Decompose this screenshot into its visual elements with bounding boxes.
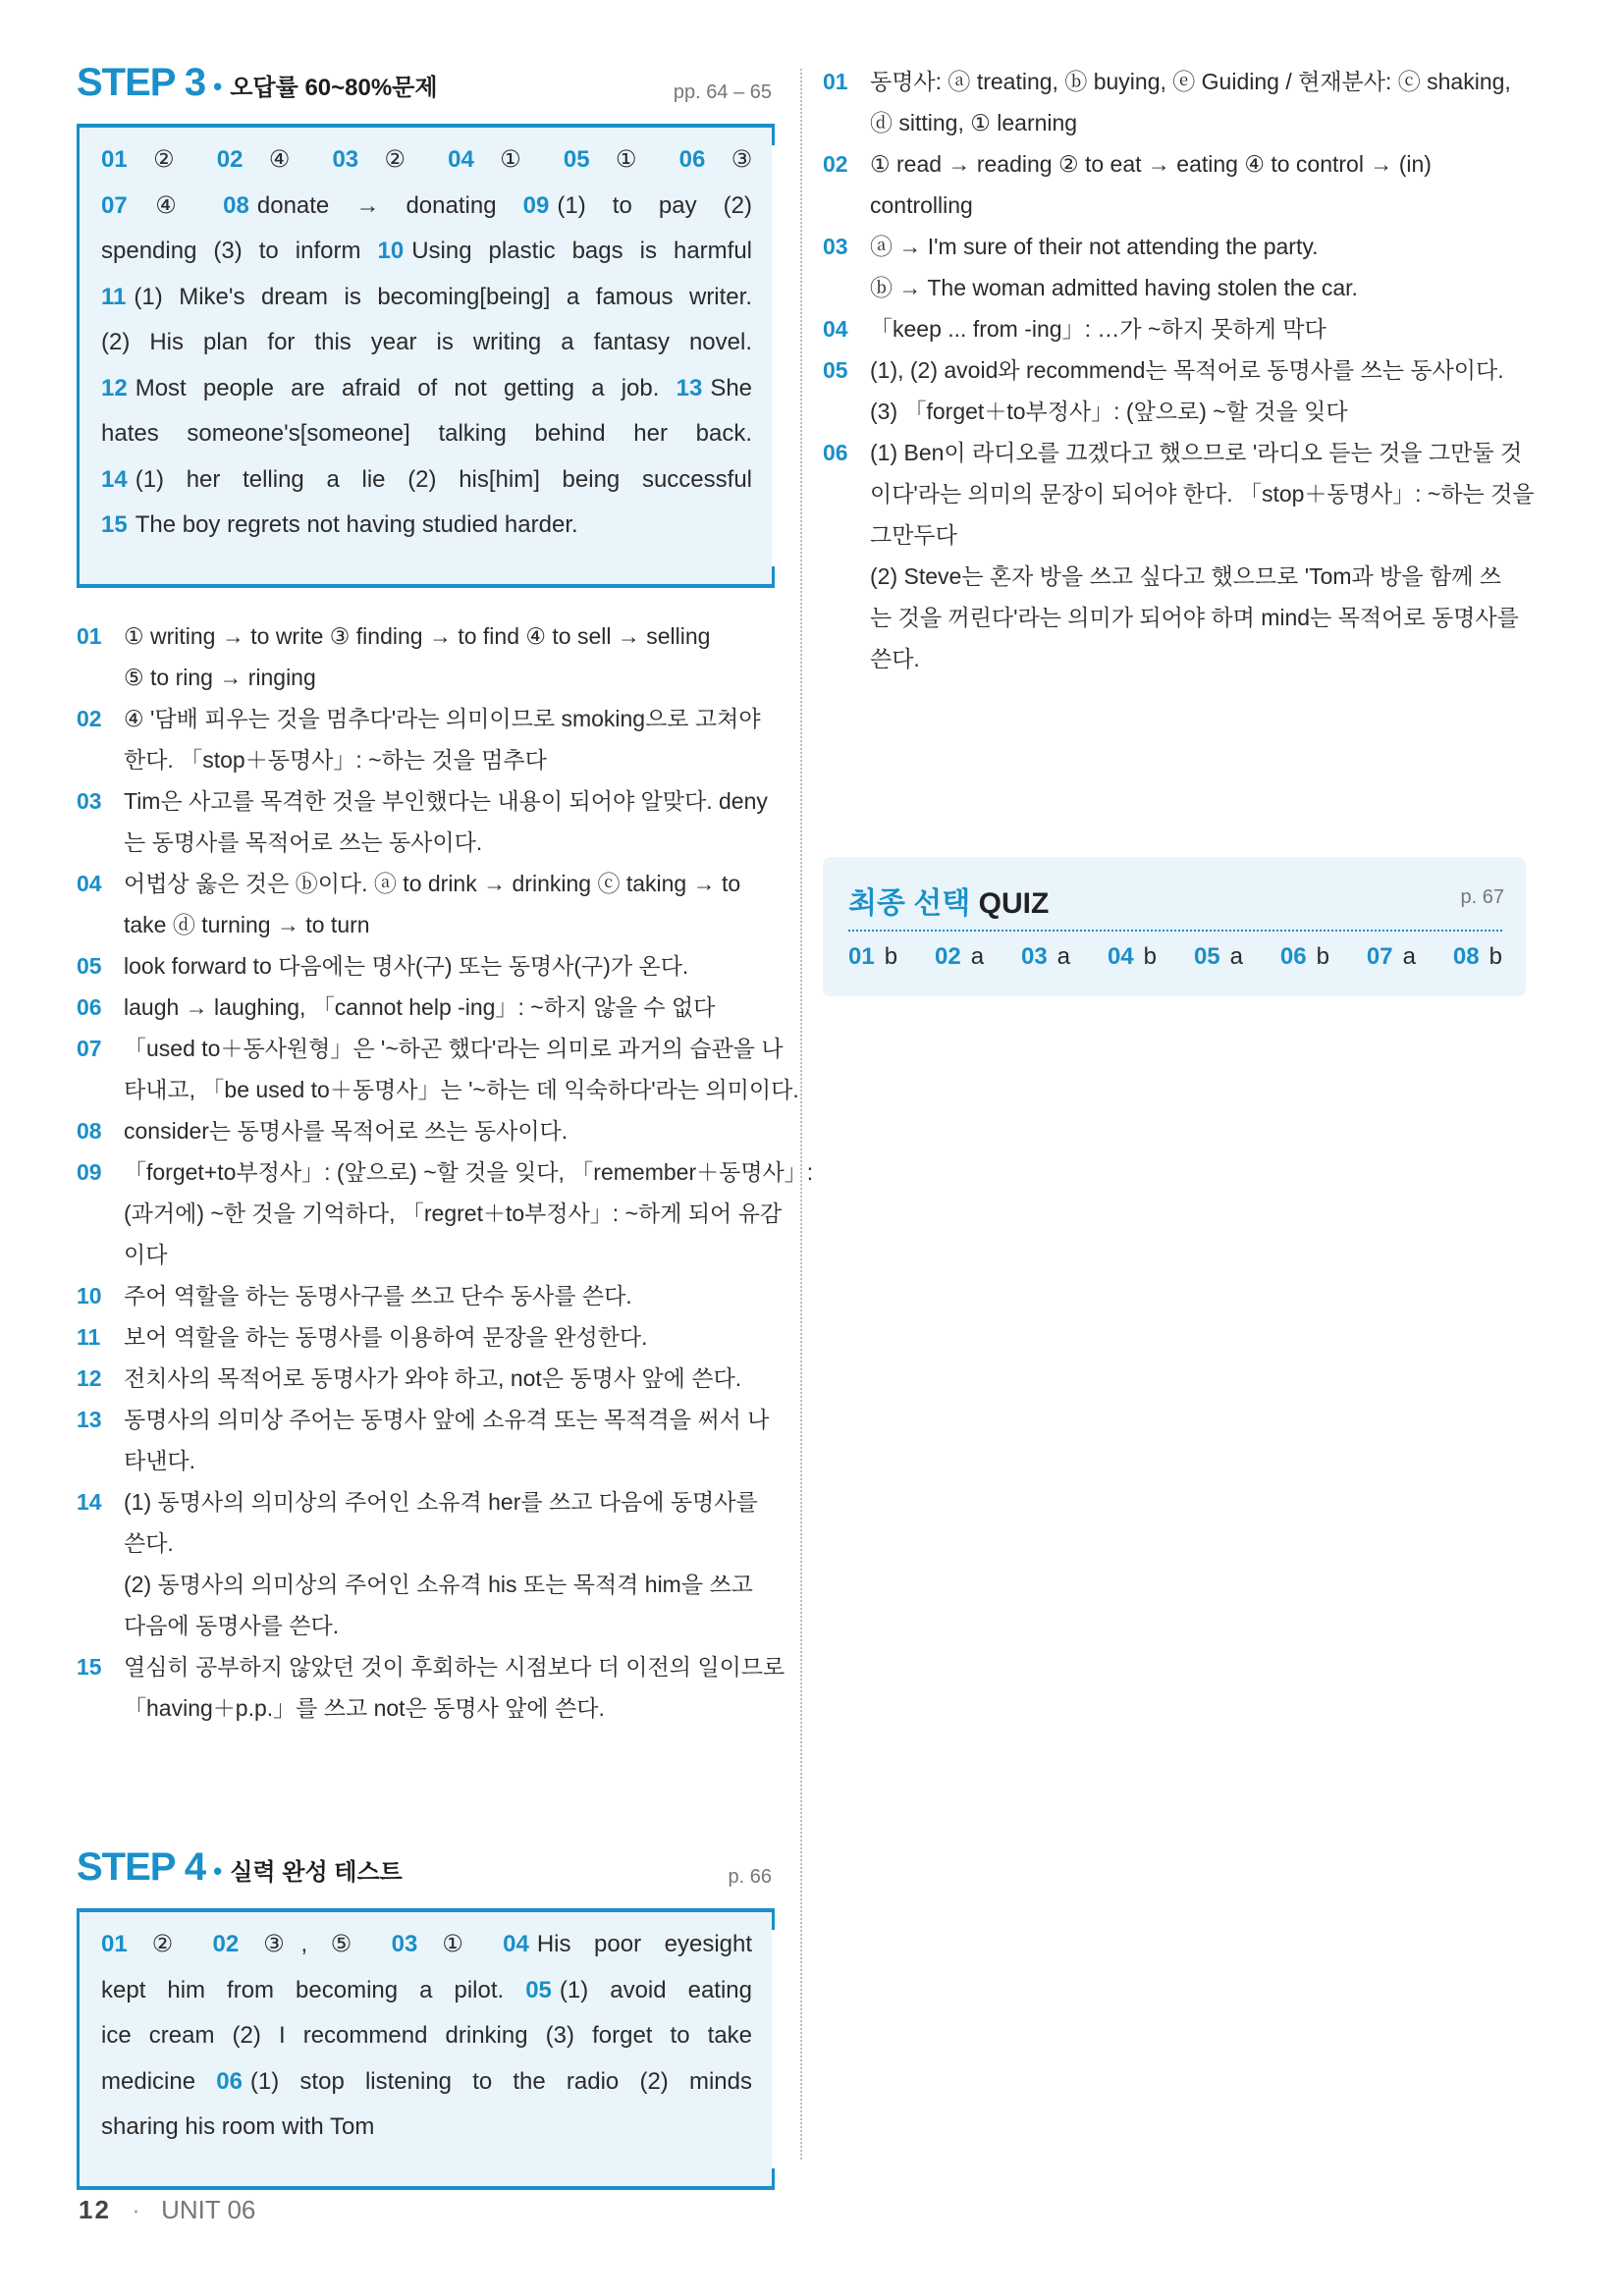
answer-item [101, 1931, 189, 1957]
answer-item [101, 284, 752, 310]
explanation-line: 「keep ... from -ing」: …가 ~하지 못하게 막다 [870, 316, 1326, 342]
explanation-number: 06 [77, 993, 102, 1020]
step4-explanations-column [823, 61, 1535, 679]
explanation-line: controlling [870, 192, 973, 218]
explanation-text [124, 987, 772, 1028]
explanation-line: 「having＋p.p.」를 쓰고 not은 동명사 앞에 쓴다. [124, 1694, 605, 1721]
explanation-text [870, 226, 1530, 308]
page-footer [79, 2195, 255, 2225]
answer-line [101, 366, 752, 412]
step4-subtitle: 실력 완성 테스트 [230, 1859, 403, 1886]
quiz-answer-number: 05 [1193, 943, 1220, 970]
explanation-item [823, 61, 1530, 143]
answer-text: spending (3) to inform [101, 238, 361, 264]
answer-text: (1) avoid eating [559, 1976, 752, 2003]
answer-text: (1) to pay (2) [557, 191, 753, 219]
explanation-number: 15 [77, 1653, 102, 1680]
explanation-number: 07 [77, 1035, 102, 1061]
answer-text: (2) his[him] being successful [407, 465, 752, 493]
answer-item [407, 466, 752, 493]
explanation-text [870, 349, 1530, 432]
answer-line [101, 2059, 752, 2106]
answer-number: 06 [678, 146, 706, 173]
explanation-item [77, 615, 772, 698]
answer-text: kept him from becoming a pilot. [101, 1976, 505, 2003]
answer-item [216, 2068, 619, 2095]
answer-number: 05 [525, 1976, 552, 2003]
explanation-item [77, 698, 772, 780]
quiz-pages: p. 67 [1460, 886, 1504, 908]
answer-text: ① [597, 146, 655, 173]
answer-text: ③ [713, 146, 753, 173]
explanation-number: 10 [77, 1282, 102, 1308]
answer-text: (1) her telling a lie [135, 465, 386, 493]
answer-text: She [710, 374, 753, 401]
quiz-answer-value: b [884, 943, 898, 970]
answer-item [101, 329, 752, 355]
answer-text: sharing his room with Tom [101, 2113, 375, 2140]
quiz-answer [935, 943, 984, 971]
explanation-item [77, 1481, 772, 1646]
answer-text: (1) Mike's dream is becoming[being] a famous writer. [134, 283, 752, 310]
quiz-answer-value: a [970, 943, 985, 970]
answer-item [101, 238, 360, 264]
explanation-line: 이다 [124, 1241, 168, 1267]
explanation-text [124, 945, 772, 987]
answer-line [101, 1968, 752, 2014]
explanation-number: 05 [77, 952, 102, 979]
explanation-text [870, 432, 1535, 679]
answer-number: 11 [101, 283, 127, 310]
quiz-answer-value: b [1143, 943, 1158, 970]
answer-line [101, 275, 752, 321]
answer-number: 03 [332, 146, 359, 173]
explanation-number: 03 [77, 787, 102, 814]
answer-line [101, 229, 752, 275]
answer-text: (2) minds [639, 2067, 752, 2095]
answer-item [101, 2113, 374, 2140]
quiz-answer-number: 03 [1020, 943, 1048, 970]
answer-number: 08 [223, 191, 249, 219]
explanation-line: (1) Ben이 라디오를 끄겠다고 했으므로 '라디오 듣는 것을 그만둘 것 [870, 440, 1523, 465]
explanation-line: 쓴다. [870, 646, 920, 671]
answer-number: 09 [522, 191, 550, 219]
step4-title: STEP 4 [77, 1845, 206, 1889]
answer-number: 03 [391, 1931, 418, 1957]
explanation-item [77, 987, 772, 1028]
explanation-text [124, 1028, 799, 1110]
explanation-number: 02 [823, 151, 848, 177]
answer-number: 06 [216, 2067, 243, 2095]
explanation-number: 02 [77, 705, 102, 731]
quiz-answer-value: b [1489, 943, 1502, 970]
explanation-line: ⓐ → I'm sure of their not attending the party. [870, 234, 1319, 259]
answer-text: His poor eyesight [536, 1931, 753, 1957]
quiz-answer-value: a [1229, 943, 1243, 970]
answer-number: 04 [448, 146, 474, 173]
page-number: 12 [79, 2195, 111, 2224]
answer-text: hates someone's[someone] talking behind her back. [101, 420, 752, 447]
explanation-line: 한다. 「stop＋동명사」: ~하는 것을 멈추다 [124, 746, 547, 773]
answer-text: ④ [250, 146, 308, 173]
quiz-answer-number: 02 [934, 943, 961, 970]
explanation-line: consider는 동명사를 목적어로 쓰는 동사이다. [124, 1117, 568, 1144]
answer-item [101, 375, 659, 401]
explanation-line: 는 동명사를 목적어로 쓰는 동사이다. [124, 828, 483, 855]
explanation-text [124, 1151, 813, 1275]
answer-number: 15 [101, 511, 128, 538]
explanation-text [124, 1316, 772, 1358]
explanation-line: 쓴다. [124, 1529, 174, 1556]
answer-item [101, 420, 752, 447]
explanation-line: 타낸다. [124, 1447, 196, 1473]
explanation-number: 04 [77, 870, 102, 896]
explanation-line: 열심히 공부하지 않았던 것이 후회하는 시점보다 더 이전의 일이므로 [124, 1653, 785, 1680]
explanation-text [124, 1110, 772, 1151]
explanation-line: 다음에 동명사를 쓴다. [124, 1612, 340, 1638]
explanation-number: 04 [823, 316, 848, 342]
explanation-line: 그만두다 [870, 522, 957, 548]
answer-line [101, 503, 752, 549]
answer-text: ice cream [101, 2022, 215, 2049]
quiz-answer-value: b [1316, 943, 1329, 970]
answer-text: ③, ⑤ [246, 1931, 369, 1957]
answer-item [101, 511, 578, 538]
step3-explanations [77, 615, 814, 1729]
step4-header [77, 1845, 772, 1900]
final-quiz-box [823, 857, 1526, 996]
explanation-item [823, 143, 1530, 226]
answer-number: 05 [563, 146, 590, 173]
quiz-divider [848, 930, 1502, 932]
step3-pages: pp. 64 – 65 [673, 81, 772, 103]
answer-number: 02 [212, 1931, 240, 1957]
explanation-line: 동명사: ⓐ treating, ⓑ buying, ⓔ Guiding / 현재분사: ⓒ shaking, [870, 69, 1511, 94]
explanation-number: 12 [77, 1364, 102, 1391]
step4-answer-box [77, 1908, 772, 2166]
explanation-line: 타내고, 「be used to＋동명사」는 '~하는 데 익숙하다'라는 의미이다. [124, 1076, 799, 1102]
answer-line [101, 457, 752, 504]
explanation-text [124, 698, 772, 780]
explanation-line: 주어 역할을 하는 동명사구를 쓰고 단수 동사를 쓴다. [124, 1282, 632, 1308]
explanation-line: 보어 역할을 하는 동명사를 이용하여 문장을 완성한다. [124, 1323, 648, 1350]
quiz-answer-number: 01 [848, 943, 875, 970]
answer-number: 02 [216, 146, 244, 173]
explanation-number: 14 [77, 1488, 102, 1515]
answer-item [525, 1977, 752, 2003]
answer-item [546, 2022, 752, 2049]
explanation-item [77, 1275, 772, 1316]
answer-line [101, 411, 752, 457]
explanation-line: ① read → reading ② to eat → eating ④ to control → (in) [870, 151, 1432, 177]
explanation-text [124, 780, 772, 863]
answer-item [101, 466, 386, 493]
answer-text: (3) forget to take [545, 2022, 753, 2049]
answer-number: 10 [377, 238, 405, 264]
quiz-title-ko: 최종 선택 [848, 887, 971, 920]
answer-item [101, 192, 196, 219]
footer-separator: · [132, 2195, 140, 2224]
answer-item [448, 146, 539, 173]
explanation-line: take ⓓ turning → to turn [124, 911, 370, 937]
explanation-number: 05 [823, 357, 848, 383]
step3-subtitle: 오답률 60~80%문제 [230, 75, 438, 101]
explanation-line: 「forget+to부정사」: (앞으로) ~할 것을 잊다, 「remember＋동명사」: [124, 1158, 814, 1185]
explanation-text [124, 1481, 772, 1646]
answer-text: Using plastic bags is harmful [411, 238, 752, 264]
step4-answer-box-bottom [77, 2166, 772, 2190]
step3-answer-box [77, 124, 772, 564]
explanation-line: 전치사의 목적어로 동명사가 와야 하고, not은 동명사 앞에 쓴다. [124, 1364, 742, 1391]
explanation-item [823, 432, 1535, 679]
quiz-title [848, 879, 1049, 922]
answer-item [101, 2068, 195, 2095]
quiz-answer [1280, 943, 1329, 971]
answer-line [101, 137, 752, 184]
answer-item [392, 1931, 480, 1957]
answer-text: (2) His plan for this year is writing a fantasy novel. [101, 329, 752, 355]
answer-line [101, 184, 752, 230]
answer-number: 01 [101, 1931, 128, 1957]
explanation-text [124, 1275, 772, 1316]
step4-section [77, 1845, 772, 2190]
explanation-line: (2) Steve는 혼자 방을 쓰고 싶다고 했으므로 'Tom과 방을 함께 쓰 [870, 563, 1502, 589]
explanation-number: 03 [823, 234, 848, 259]
step3-section [77, 61, 814, 1729]
step3-header [77, 61, 772, 116]
explanation-line: ① writing → to write ③ finding → to find ④ to sell → selling [124, 622, 711, 649]
answer-item [677, 375, 752, 401]
answer-text: ② [135, 146, 192, 173]
explanation-text [124, 1399, 772, 1481]
quiz-answer-number: 04 [1107, 943, 1134, 970]
explanation-number: 08 [77, 1117, 102, 1144]
quiz-answer-number: 08 [1452, 943, 1480, 970]
explanation-text [870, 143, 1530, 226]
column-divider [800, 69, 802, 2160]
explanation-line: ⑤ to ring → ringing [124, 664, 316, 690]
answer-line [101, 1922, 752, 1968]
answer-text: ② [135, 1931, 189, 1957]
explanation-text [124, 1358, 772, 1399]
explanation-line: ⓓ sitting, ① learning [870, 110, 1078, 135]
answer-item [679, 146, 753, 173]
step4-explanations [823, 61, 1535, 679]
step3-title: STEP 3 [77, 61, 206, 104]
explanation-item [77, 780, 772, 863]
answer-item [101, 2022, 214, 2049]
answer-text: ① [425, 1931, 480, 1957]
answer-number: 07 [101, 191, 128, 219]
explanation-line: (1), (2) avoid와 recommend는 목적어로 동명사를 쓰는 동사이다. [870, 357, 1504, 383]
answer-text: medicine [101, 2067, 196, 2095]
explanation-item [77, 1151, 814, 1275]
answer-item [101, 1977, 504, 2003]
explanation-number: 11 [77, 1323, 101, 1350]
answer-item [503, 1931, 752, 1957]
answer-item [564, 146, 655, 173]
quiz-answer [1453, 943, 1502, 971]
explanation-line: 는 것을 꺼린다'라는 의미가 되어야 하며 mind는 목적어로 동명사를 [870, 605, 1519, 630]
explanation-item [77, 1646, 785, 1729]
answer-number: 01 [101, 146, 128, 173]
explanation-line: Tim은 사고를 목격한 것을 부인했다는 내용이 되어야 알맞다. deny [124, 787, 768, 814]
explanation-line: (1) 동명사의 의미상의 주어인 소유격 her를 쓰고 다음에 동명사를 [124, 1488, 758, 1515]
step4-dot: • [213, 1856, 223, 1886]
answer-text: donate → donating [256, 191, 497, 219]
explanation-number: 06 [823, 440, 848, 465]
explanation-line: laugh → laughing, 「cannot help -ing」: ~하지 않을 수 없다 [124, 993, 716, 1020]
quiz-answer [1108, 943, 1157, 971]
answer-item [377, 238, 752, 264]
explanation-item [77, 1110, 772, 1151]
explanation-line: 동명사의 의미상 주어는 동명사 앞에 소유격 또는 목적격을 써서 나 [124, 1406, 770, 1432]
answer-number: 12 [101, 374, 128, 401]
explanation-number: 01 [77, 622, 102, 649]
quiz-answer-number: 06 [1279, 943, 1307, 970]
answer-item [101, 146, 192, 173]
step4-pages: p. 66 [728, 1866, 772, 1888]
explanation-text [124, 1646, 785, 1729]
answer-number: 14 [101, 465, 128, 493]
explanation-item [77, 1028, 799, 1110]
explanation-number: 09 [77, 1158, 102, 1185]
explanation-line: 이다'라는 의미의 문장이 되어야 한다. 「stop＋동명사」: ~하는 것을 [870, 481, 1535, 507]
answer-item [217, 146, 308, 173]
answer-line [101, 2105, 752, 2151]
explanation-line: look forward to 다음에는 명사(구) 또는 동명사(구)가 온다. [124, 952, 689, 979]
quiz-answer [1021, 943, 1070, 971]
explanation-item [77, 1399, 772, 1481]
step3-dot: • [213, 72, 223, 101]
explanation-item [823, 308, 1530, 349]
explanation-item [77, 863, 772, 945]
explanation-line: 「used to＋동사원형」은 '~하곤 했다'라는 의미로 과거의 습관을 나 [124, 1035, 784, 1061]
explanation-text [124, 863, 772, 945]
quiz-answers [848, 943, 1502, 971]
answer-text: (2) I recommend drinking [232, 2022, 528, 2049]
quiz-answer-value: a [1402, 943, 1416, 970]
answer-item [233, 2022, 528, 2049]
answer-text: (1) stop listening to the radio [249, 2067, 620, 2095]
quiz-answer [1367, 943, 1416, 971]
answer-number: 13 [676, 374, 703, 401]
explanation-line: ⓑ → The woman admitted having stolen the car. [870, 275, 1358, 300]
quiz-answer-number: 07 [1366, 943, 1393, 970]
answer-item [639, 2068, 752, 2095]
explanation-line: ④ '담배 피우는 것을 멈추다'라는 의미이므로 smoking으로 고쳐야 [124, 705, 761, 731]
step3-answer-box-bottom [77, 564, 772, 588]
explanation-item [823, 349, 1530, 432]
explanation-line: (2) 동명사의 의미상의 주어인 소유격 his 또는 목적격 him을 쓰고 [124, 1571, 753, 1597]
answer-text: ④ [135, 191, 197, 219]
answer-text: ② [366, 146, 424, 173]
explanation-line: (3) 「forget＋to부정사」: (앞으로) ~할 것을 잊다 [870, 399, 1348, 424]
explanation-line: (과거에) ~한 것을 기억하다, 「regret＋to부정사」: ~하게 되어 유감 [124, 1200, 783, 1226]
quiz-answer [1194, 943, 1243, 971]
answer-number: 04 [503, 1931, 529, 1957]
answer-item [213, 1931, 369, 1957]
quiz-title-en: QUIZ [978, 887, 1050, 920]
quiz-answer [848, 943, 897, 971]
explanation-item [77, 1358, 772, 1399]
explanation-item [77, 1316, 772, 1358]
answer-item [332, 146, 423, 173]
answer-line [101, 320, 752, 366]
explanation-number: 13 [77, 1406, 102, 1432]
answer-item [223, 192, 496, 219]
explanation-line: 어법상 옳은 것은 ⓑ이다. ⓐ to drink → drinking ⓒ taking → to [124, 870, 741, 896]
answer-text: ① [481, 146, 539, 173]
quiz-answer-value: a [1056, 943, 1071, 970]
answer-text: The boy regrets not having studied harder. [135, 511, 578, 538]
unit-label: UNIT 06 [161, 2195, 256, 2224]
answer-item [523, 192, 752, 219]
explanation-item [823, 226, 1530, 308]
explanation-text [870, 61, 1530, 143]
answer-line [101, 2013, 752, 2059]
explanation-item [77, 945, 772, 987]
explanation-number: 01 [823, 69, 848, 94]
explanation-text [124, 615, 772, 698]
explanation-text [870, 308, 1530, 349]
answer-text: Most people are afraid of not getting a job. [135, 374, 660, 401]
